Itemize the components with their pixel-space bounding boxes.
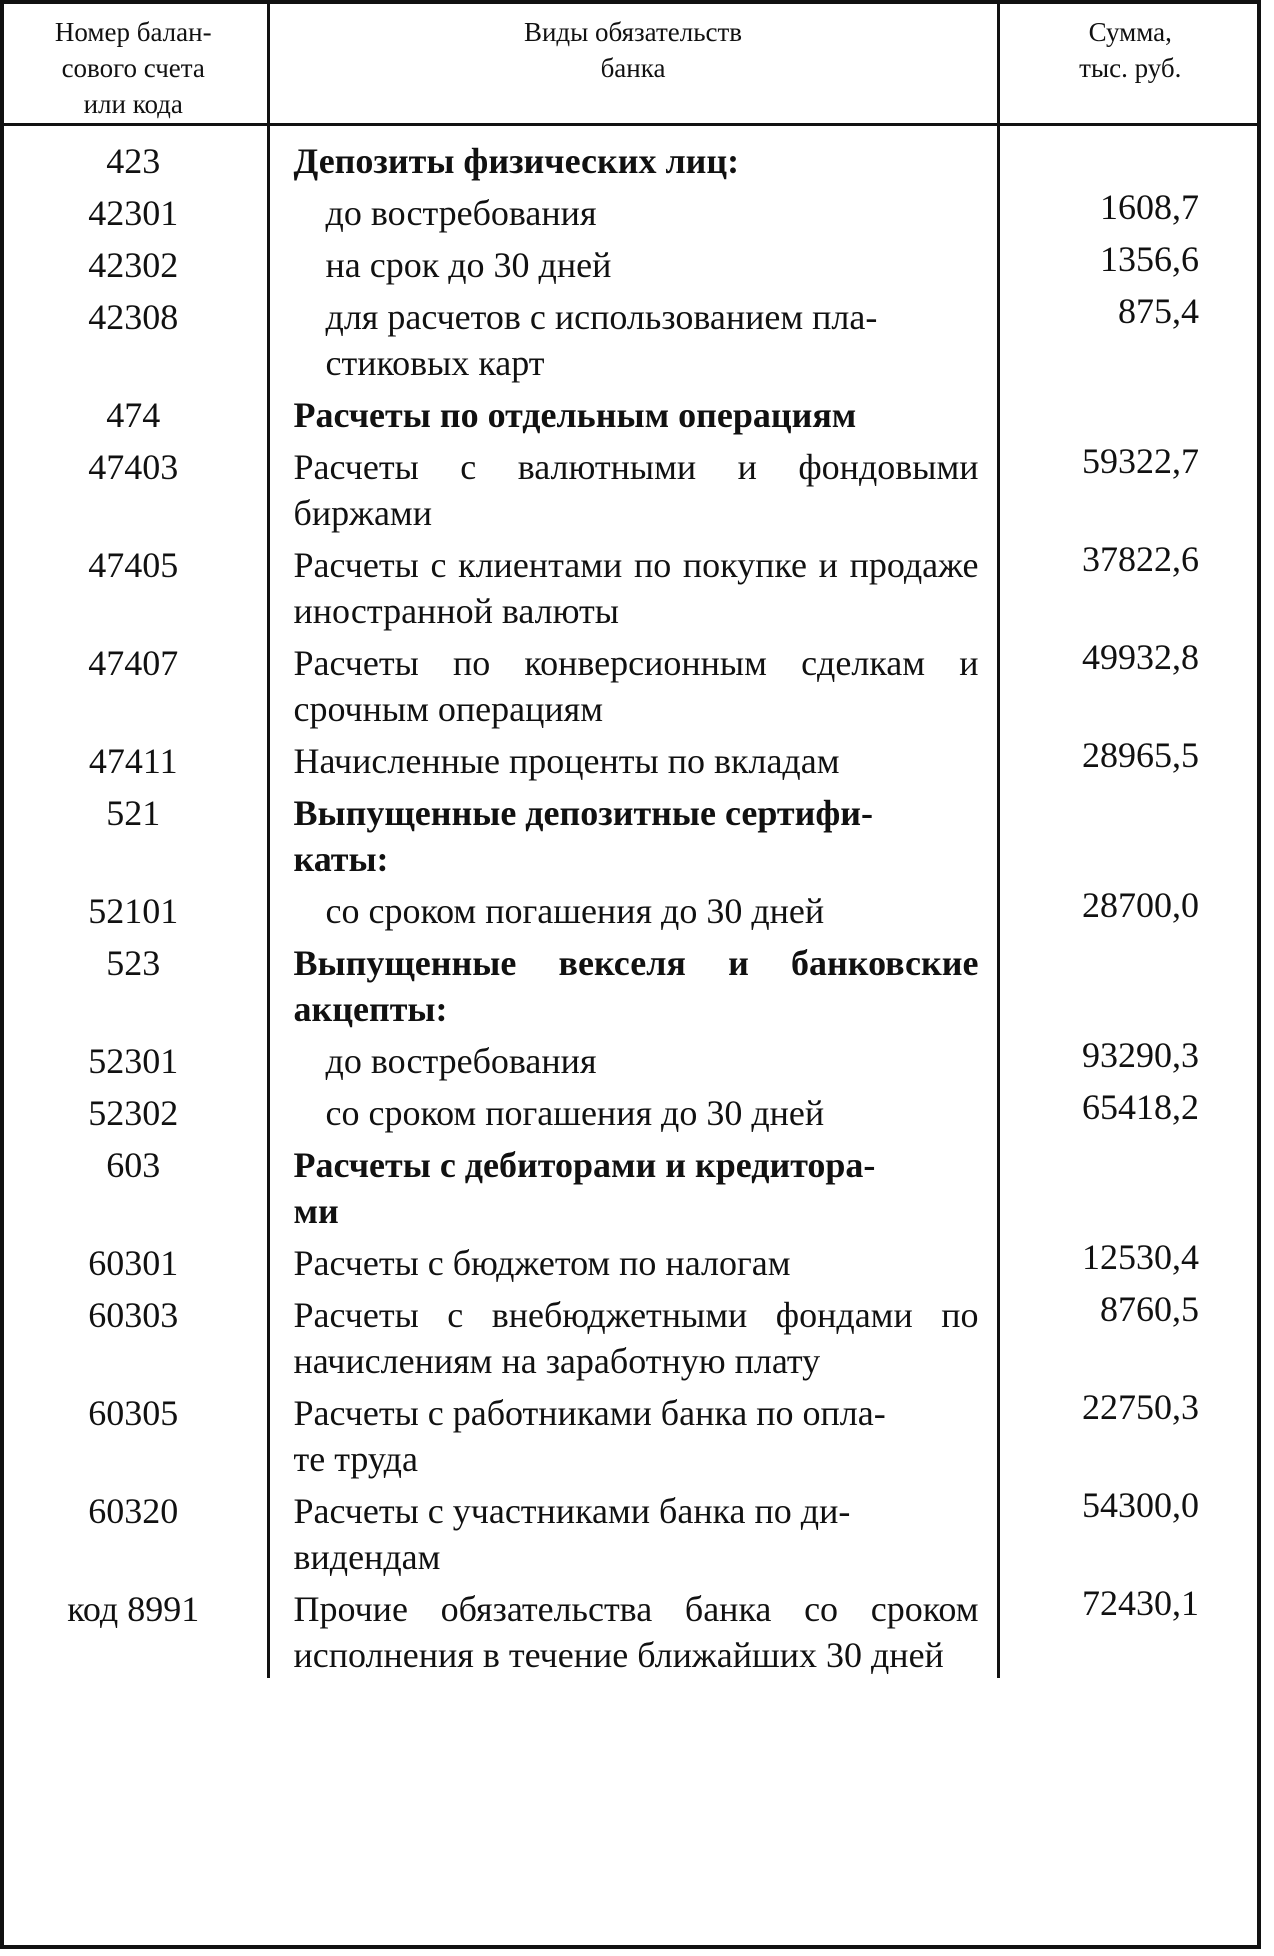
account-code-cell: 47411 (0, 732, 268, 784)
liability-type-cell: Расчеты с дебиторами и кредитора- ми (268, 1136, 998, 1234)
liability-type-cell: Расчеты с участниками банка по ди- видендам (268, 1482, 998, 1580)
liability-type-cell: Прочие обязательства банка со сроком исполнения в течение ближайших 30 дней (268, 1580, 998, 1678)
amount-cell: 1356,6 (1100, 238, 1199, 279)
liability-type-cell: Расчеты с клиентами по покупке и продаже иностранной валюты (268, 536, 998, 634)
liability-type-cell: со сроком погашения до 30 дней (268, 1084, 998, 1136)
account-code-cell: 423 (0, 124, 268, 184)
account-code-cell: 60305 (0, 1384, 268, 1482)
liability-type-cell: со сроком погашения до 30 дней (268, 882, 998, 934)
account-code-cell: 60320 (0, 1482, 268, 1580)
table-row (0, 288, 1261, 386)
amount-cell: 28965,5 (1082, 734, 1199, 775)
table-row (0, 634, 1261, 732)
amount-cell: 12530,4 (1082, 1236, 1199, 1277)
header-liability-type: Виды обязательств банка (268, 0, 998, 124)
liability-type-cell: Расчеты по конверсионным сделкам и срочным операциям (268, 634, 998, 732)
table-row (0, 1032, 1261, 1084)
table-row (0, 784, 1261, 882)
liability-type-cell: Выпущенные векселя и банковские акцепты: (268, 934, 998, 1032)
liability-type-cell: до востребования (268, 1032, 998, 1084)
table-row (0, 1084, 1261, 1136)
liability-type-cell: для расчетов с использованием пла- стиковых карт (268, 288, 998, 386)
table-header-row (0, 0, 1261, 124)
account-code-cell: 47403 (0, 438, 268, 536)
amount-cell (998, 784, 1261, 882)
table-row (0, 438, 1261, 536)
table-row (0, 236, 1261, 288)
amount-cell: 65418,2 (1082, 1086, 1199, 1127)
table-row (0, 1136, 1261, 1234)
account-code-cell: 47405 (0, 536, 268, 634)
table-row (0, 1384, 1261, 1482)
account-code-cell: код 8991 (0, 1580, 268, 1678)
liability-type-cell: Депозиты физических лиц: (268, 124, 998, 184)
amount-cell: 28700,0 (1082, 884, 1199, 925)
account-code-cell: 603 (0, 1136, 268, 1234)
table-row (0, 1234, 1261, 1286)
amount-cell (998, 1136, 1261, 1234)
table-row (0, 1286, 1261, 1384)
account-code-cell: 52101 (0, 882, 268, 934)
liability-type-cell: Расчеты с внебюджетными фондами по начислениям на заработную плату (268, 1286, 998, 1384)
table-row (0, 1580, 1261, 1678)
table-row (0, 732, 1261, 784)
amount-cell: 54300,0 (1082, 1484, 1199, 1525)
header-amount: Сумма, тыс. руб. (998, 0, 1261, 124)
amount-cell: 59322,7 (1082, 440, 1199, 481)
table-row (0, 934, 1261, 1032)
liability-type-cell: Начисленные проценты по вкладам (268, 732, 998, 784)
table-row (0, 1482, 1261, 1580)
amount-cell (998, 124, 1261, 184)
header-account-code: Номер балан- сового счета или кода (0, 0, 268, 124)
account-code-cell: 52302 (0, 1084, 268, 1136)
table-row (0, 536, 1261, 634)
amount-cell: 8760,5 (1100, 1288, 1199, 1329)
table-row (0, 882, 1261, 934)
liability-type-cell: Расчеты с бюджетом по налогам (268, 1234, 998, 1286)
liability-type-cell: Расчеты с работниками банка по опла- те труда (268, 1384, 998, 1482)
account-code-cell: 60303 (0, 1286, 268, 1384)
amount-cell: 72430,1 (1082, 1582, 1199, 1623)
liability-type-cell: Выпущенные депозитные сертифи- каты: (268, 784, 998, 882)
amount-cell (998, 934, 1261, 1032)
amount-cell: 93290,3 (1082, 1034, 1199, 1075)
amount-cell (998, 386, 1261, 438)
liability-type-cell: на срок до 30 дней (268, 236, 998, 288)
amount-cell: 22750,3 (1082, 1386, 1199, 1427)
account-code-cell: 474 (0, 386, 268, 438)
account-code-cell: 52301 (0, 1032, 268, 1084)
liability-type-cell: Расчеты с валютными и фондовыми биржами (268, 438, 998, 536)
amount-cell: 1608,7 (1100, 186, 1199, 227)
account-code-cell: 523 (0, 934, 268, 1032)
amount-cell: 37822,6 (1082, 538, 1199, 579)
account-code-cell: 47407 (0, 634, 268, 732)
liability-type-cell: Расчеты по отдельным операциям (268, 386, 998, 438)
table-row (0, 124, 1261, 184)
account-code-cell: 42302 (0, 236, 268, 288)
table-row (0, 386, 1261, 438)
table-row (0, 184, 1261, 236)
account-code-cell: 42301 (0, 184, 268, 236)
account-code-cell: 42308 (0, 288, 268, 386)
amount-cell: 49932,8 (1082, 636, 1199, 677)
liability-type-cell: до востребования (268, 184, 998, 236)
account-code-cell: 521 (0, 784, 268, 882)
amount-cell: 875,4 (1118, 290, 1199, 331)
account-code-cell: 60301 (0, 1234, 268, 1286)
